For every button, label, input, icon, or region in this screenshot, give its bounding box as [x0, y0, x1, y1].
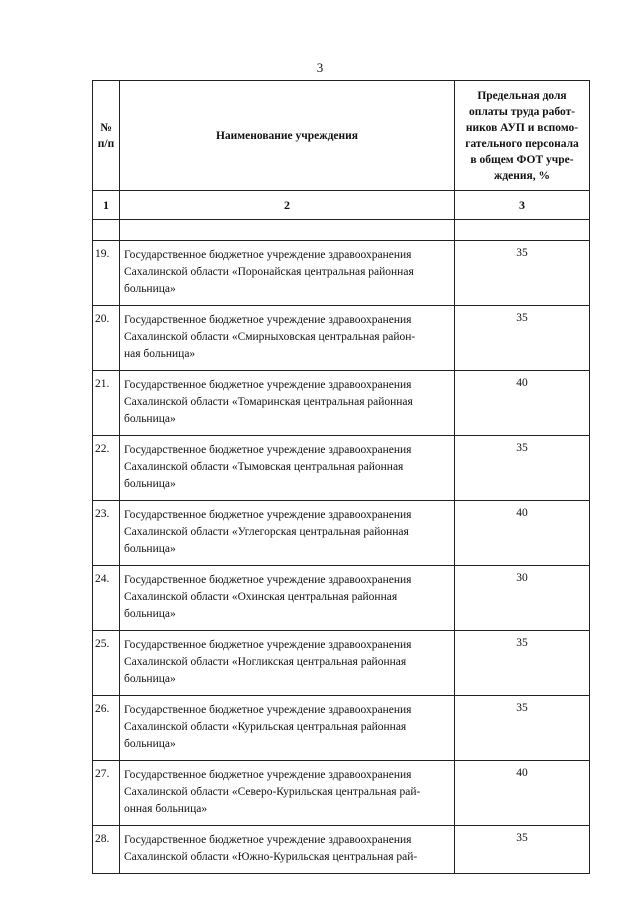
row-number: 24. — [93, 566, 120, 631]
payroll-share-value: 40 — [455, 761, 590, 826]
row-number: 25. — [93, 631, 120, 696]
payroll-share-value: 35 — [455, 306, 590, 371]
row-number: 23. — [93, 501, 120, 566]
payroll-share-value: 35 — [455, 826, 590, 874]
institution-name: Государственное бюджетное учреждение здравоохранения Сахалинской области «Северо-Курильская центральная рай- онная больница» — [120, 761, 455, 826]
row-number: 28. — [93, 826, 120, 874]
institution-name: Государственное бюджетное учреждение здравоохранения Сахалинской области «Поронайская центральная районная больница» — [120, 241, 455, 306]
header-number: № п/п — [93, 81, 120, 191]
institution-name: Государственное бюджетное учреждение здравоохранения Сахалинской области «Ногликская центральная районная больница» — [120, 631, 455, 696]
institution-name: Государственное бюджетное учреждение здравоохранения Сахалинской области «Томаринская центральная районная больница» — [120, 371, 455, 436]
row-number: 20. — [93, 306, 120, 371]
column-index-3: 3 — [455, 191, 590, 220]
column-index-2: 2 — [120, 191, 455, 220]
row-number: 27. — [93, 761, 120, 826]
payroll-share-value: 35 — [455, 631, 590, 696]
payroll-share-value: 35 — [455, 241, 590, 306]
table-row — [93, 826, 590, 874]
blank-cell — [120, 220, 455, 241]
table-row — [93, 696, 590, 761]
payroll-share-value: 35 — [455, 696, 590, 761]
blank-cell — [455, 220, 590, 241]
row-number: 21. — [93, 371, 120, 436]
table-row — [93, 631, 590, 696]
page-number: 3 — [316, 60, 324, 75]
table-row — [93, 436, 590, 501]
row-number: 19. — [93, 241, 120, 306]
header-payroll-share: Предельная доля оплаты труда работ- ников АУП и вспомо- гательного персонала в общем ФОТ учре- ждения, % — [455, 81, 590, 191]
payroll-share-value: 30 — [455, 566, 590, 631]
payroll-share-value: 35 — [455, 436, 590, 501]
table-row — [93, 371, 590, 436]
row-number: 22. — [93, 436, 120, 501]
institution-name: Государственное бюджетное учреждение здравоохранения Сахалинской области «Южно-Курильская центральная рай- — [120, 826, 455, 874]
table-header-row — [93, 81, 590, 191]
column-index-1: 1 — [93, 191, 120, 220]
institution-name: Государственное бюджетное учреждение здравоохранения Сахалинской области «Курильская центральная районная больница» — [120, 696, 455, 761]
institution-name: Государственное бюджетное учреждение здравоохранения Сахалинской области «Смирныховская центральная район- ная больница» — [120, 306, 455, 371]
institution-name: Государственное бюджетное учреждение здравоохранения Сахалинской области «Охинская центральная районная больница» — [120, 566, 455, 631]
blank-cell — [93, 220, 120, 241]
payroll-share-value: 40 — [455, 371, 590, 436]
column-index-row — [93, 191, 590, 220]
table-row — [93, 501, 590, 566]
table-row — [93, 306, 590, 371]
institutions-table — [92, 80, 590, 874]
table-row — [93, 241, 590, 306]
table-row — [93, 566, 590, 631]
payroll-share-value: 40 — [455, 501, 590, 566]
header-institution-name: Наименование учреждения — [120, 81, 455, 191]
table-row — [93, 761, 590, 826]
row-number: 26. — [93, 696, 120, 761]
institution-name: Государственное бюджетное учреждение здравоохранения Сахалинской области «Тымовская центральная районная больница» — [120, 436, 455, 501]
institution-name: Государственное бюджетное учреждение здравоохранения Сахалинской области «Углегорская центральная районная больница» — [120, 501, 455, 566]
blank-row — [93, 220, 590, 241]
